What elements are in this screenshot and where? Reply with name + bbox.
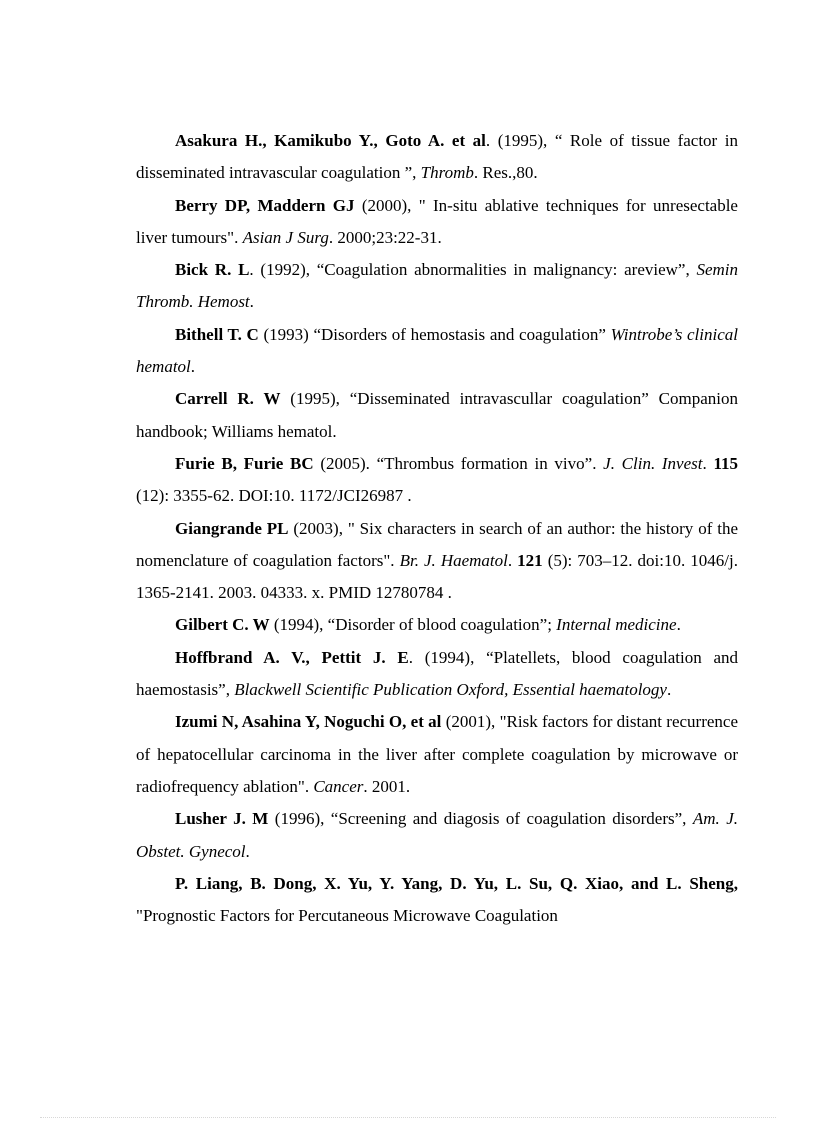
reference-text: (1996), “Screening and diagosis of coagulation disorders”, (268, 809, 693, 829)
reference-entry (136, 125, 738, 190)
reference-tail-prefix: . (507, 550, 518, 570)
reference-journal: Internal medicine (556, 615, 677, 635)
reference-authors: Hoffbrand A. V., Pettit J. E (175, 647, 409, 667)
reference-tail: (5): 703–12. doi:10. 1046/j. 1365-2141. 2003. 04333. x. PMID 12780784 . (136, 550, 738, 603)
reference-journal: Semin Thromb. Hemost (136, 260, 738, 312)
reference-entry (136, 642, 738, 707)
reference-authors: Asakura H., Kamikubo Y., Goto A. et al (175, 131, 486, 150)
reference-tail: . (666, 680, 672, 700)
reference-text: (1994), “Disorder of blood coagulation”; (269, 615, 557, 635)
reference-authors: Bick R. L (175, 260, 250, 280)
reference-entry (136, 868, 738, 933)
reference-text: . (1992), “Coagulation abnormalities in malignancy: areview”, (249, 260, 697, 280)
reference-volume: 121 (517, 550, 543, 570)
reference-authors: Izumi N, Asahina Y, Noguchi O, et al (175, 712, 442, 732)
reference-authors: Lusher J. M (175, 809, 269, 829)
reference-entry (136, 319, 738, 384)
reference-entry (136, 383, 738, 448)
reference-entry (136, 448, 738, 513)
reference-authors: Carrell R. W (175, 389, 281, 409)
reference-entry (136, 190, 738, 255)
reference-entry (136, 254, 738, 319)
reference-entry (136, 609, 738, 641)
reference-tail: . 2000;23:22-31. (328, 227, 442, 247)
reference-text: "Prognostic Factors for Percutaneous Microwave Coagulation (136, 906, 558, 926)
reference-text: . (1994), “Platellets, blood coagulation and haemostasis”, (136, 647, 738, 700)
reference-entry (136, 803, 738, 868)
reference-text: (2000), " In-situ ablative techniques for unresectable liver tumours". (136, 195, 738, 247)
reference-text: (1995), “Disseminated intravascullar coagulation” Companion handbook; Williams hematol. (136, 389, 738, 441)
reference-authors: Berry DP, Maddern GJ (175, 195, 355, 215)
reference-authors: P. Liang, B. Dong, X. Yu, Y. Yang, D. Yu, L. Su, Q. Xiao, and L. Sheng, (175, 873, 738, 893)
reference-entry (136, 513, 738, 610)
reference-text: (1993) “Disorders of hemostasis and coagulation” (258, 324, 611, 344)
reference-volume: 115 (713, 453, 739, 473)
reference-text: (2005). “Thrombus formation in vivo”. (313, 453, 604, 473)
reference-entry (136, 706, 738, 803)
reference-journal: Am. J. Obstet. Gynecol (136, 809, 738, 861)
reference-journal: Cancer (313, 776, 364, 796)
page-bottom-divider (40, 1117, 776, 1118)
reference-tail: . Res.,80. (473, 163, 538, 183)
reference-tail: . (245, 841, 250, 861)
reference-authors: Giangrande PL (175, 518, 289, 538)
reference-journal: J. Clin. Invest (603, 453, 703, 473)
reference-authors: Bithell T. C (175, 324, 259, 344)
reference-list (136, 125, 738, 932)
reference-tail-prefix: . (702, 453, 714, 473)
reference-journal: Asian J Surg (242, 227, 329, 247)
reference-authors: Gilbert C. W (175, 615, 270, 635)
reference-journal: Blackwell Scientific Publication Oxford, Essential haematology (234, 680, 667, 700)
reference-tail: . (249, 292, 254, 312)
reference-tail: (12): 3355-62. DOI:10. 1172/JCI26987 . (136, 486, 412, 506)
reference-journal: Wintrobe’s clinical hematol (136, 324, 738, 377)
reference-journal: Thromb (420, 163, 474, 183)
reference-text: (2001), "Risk factors for distant recurrence of hepatocellular carcinoma in the liver after complete coagulation by microwave or radiofrequency ablation". (136, 712, 738, 796)
reference-journal: Br. J. Haematol (399, 550, 508, 570)
reference-text: . (1995), “ Role of tissue factor in disseminated intravascular coagulation ”, (136, 131, 739, 183)
reference-tail: . 2001. (363, 776, 411, 796)
reference-authors: Furie B, Furie BC (175, 453, 314, 473)
reference-tail: . (676, 615, 681, 635)
reference-tail: . (190, 357, 196, 377)
reference-text: (2003), " Six characters in search of an author: the history of the nomenclature of coagulation factors". (136, 518, 739, 570)
